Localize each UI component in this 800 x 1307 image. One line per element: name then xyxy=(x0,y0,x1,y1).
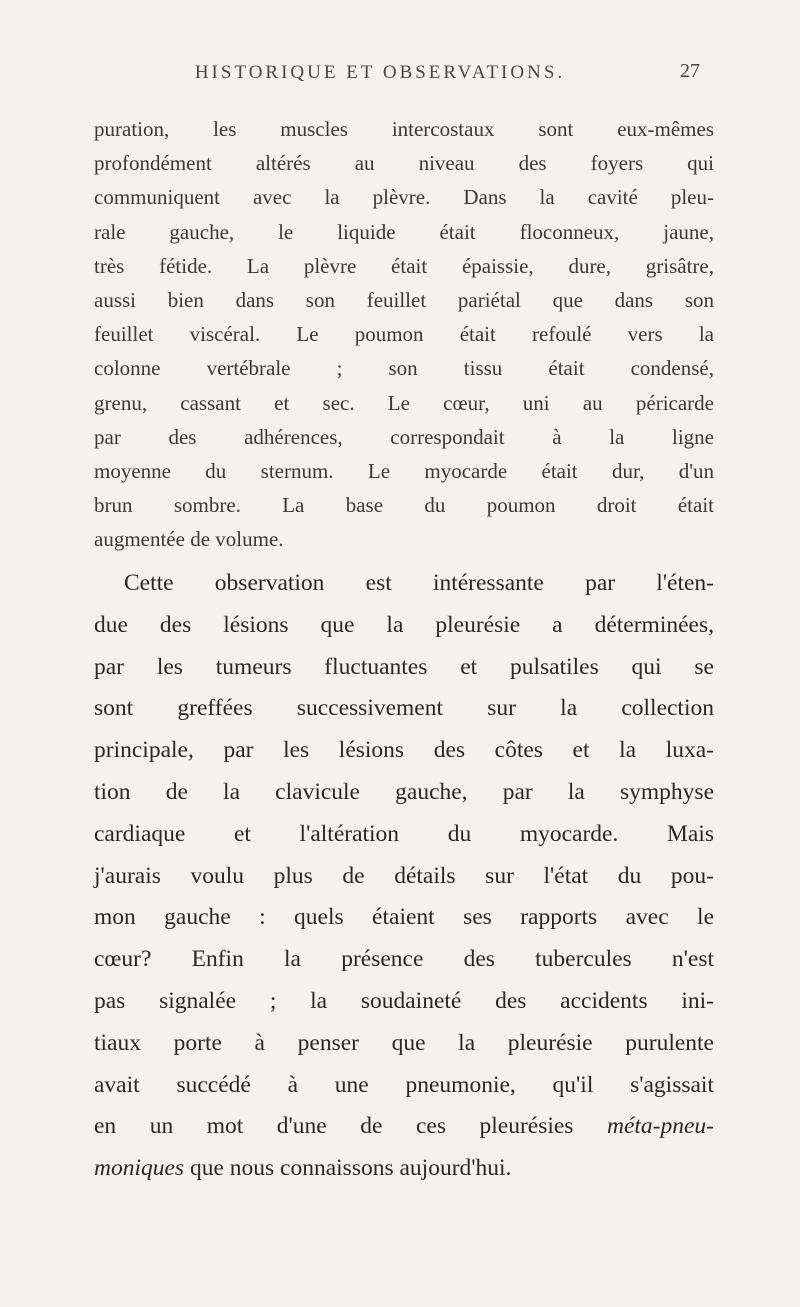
page-number: 27 xyxy=(680,60,700,82)
text-line: Cette observation est intéressante par l'éten- xyxy=(124,570,714,596)
text-line: très fétide. La plèvre était épaissie, dure, grisâtre, xyxy=(94,253,714,278)
text-line: grenu, cassant et sec. Le cœur, uni au péricarde xyxy=(94,390,714,415)
text-line: augmentée de volume. xyxy=(94,527,284,552)
text-line: cardiaque et l'altération du myocarde. Mais xyxy=(94,820,714,847)
text-line: due des lésions que la pleurésie a déterminées, xyxy=(94,611,714,638)
text-line: tion de la clavicule gauche, par la symphyse xyxy=(94,778,714,805)
text-line: colonne vertébrale ; son tissu était condensé, xyxy=(94,356,714,381)
text-fragment: que nous connaissons aujourd'hui. xyxy=(189,1155,512,1182)
text-line: pas signalée ; la soudaineté des accidents ini- xyxy=(94,987,714,1014)
running-head xyxy=(60,60,700,90)
text-line: j'aurais voulu plus de détails sur l'état du pou- xyxy=(94,862,714,889)
text-line: cœur? Enfin la présence des tubercules n'est xyxy=(94,946,714,973)
text-line: par des adhérences, correspondait à la ligne xyxy=(94,424,714,449)
italic-term: moniques xyxy=(94,1155,185,1182)
text-line: sont greffées successivement sur la collection xyxy=(94,695,714,722)
paragraph-autopsy-findings xyxy=(94,112,714,557)
text-line: puration, les muscles intercostaux sont eux-mêmes xyxy=(94,117,714,141)
text-line: feuillet viscéral. Le poumon était refoulé vers la xyxy=(94,322,714,347)
text-line: moyenne du sternum. Le myocarde était dur, d'un xyxy=(94,459,714,484)
text-fragment: en un mot d'une de ces pleurésies xyxy=(94,1113,607,1140)
text-line: principale, par les lésions des côtes et la luxa- xyxy=(94,737,714,764)
text-line xyxy=(94,1148,714,1190)
running-title: HISTORIQUE ET OBSERVATIONS. xyxy=(194,62,566,83)
text-line: mon gauche : quels étaient ses rapports avec le xyxy=(94,904,714,931)
text-line xyxy=(94,1106,714,1148)
italic-term: méta-pneu- xyxy=(606,1113,714,1140)
text-line: rale gauche, le liquide était floconneux, jaune, xyxy=(94,219,714,244)
text-line: par les tumeurs fluctuantes et pulsatiles qui se xyxy=(94,653,714,680)
text-line: avait succédé à une pneumonie, qu'il s'agissait xyxy=(94,1071,714,1098)
text-line: profondément altérés au niveau des foyers qui xyxy=(94,151,714,176)
text-line: tiaux porte à penser que la pleurésie purulente xyxy=(94,1029,714,1056)
text-line: aussi bien dans son feuillet pariétal que dans son xyxy=(94,288,714,313)
text-line: brun sombre. La base du poumon droit était xyxy=(94,493,714,518)
text-line: communiquent avec la plèvre. Dans la cavité pleu- xyxy=(94,185,714,210)
paragraph-commentary xyxy=(94,563,714,1190)
